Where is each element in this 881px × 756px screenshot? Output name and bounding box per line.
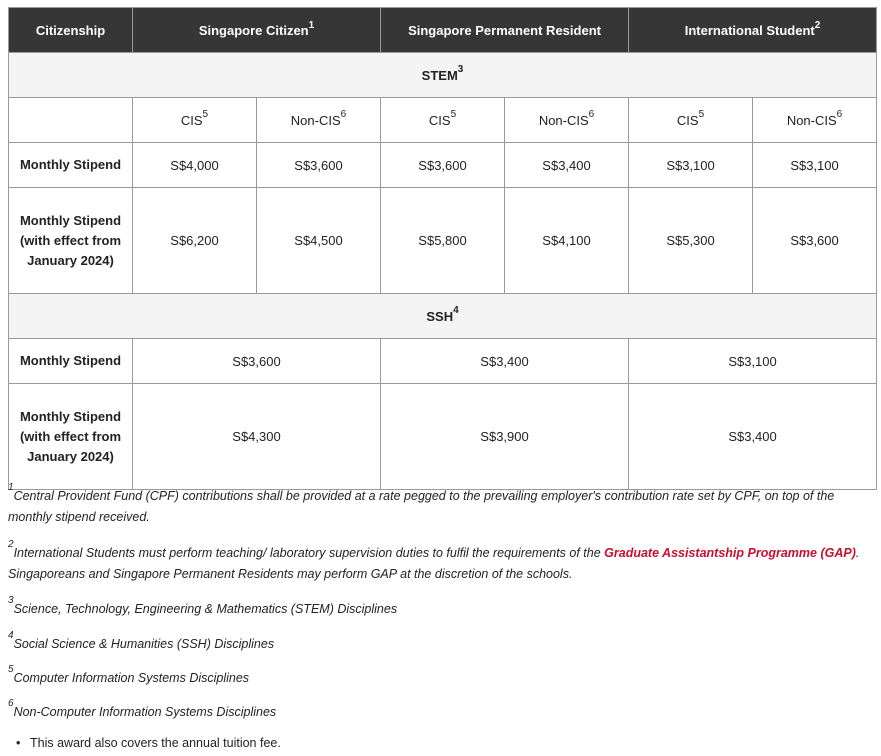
- bullet-item: • This award also covers the annual tuition fee.: [30, 736, 281, 750]
- table-cell: S$3,400: [381, 339, 629, 384]
- subheader-cell: CIS$^5$: [381, 98, 505, 143]
- table-cell: S$4,500: [257, 188, 381, 294]
- stem-subheader-row: [9, 98, 877, 143]
- footnote-2: $^2$International Students must perform teaching/ laboratory supervision duties to fulfil the requirements of the Graduate Assistantship Programme (GAP). Singaporeans and Singapore Permanent Residents may perform GAP at the discretion of the schools.: [8, 539, 860, 581]
- table-row: [9, 188, 877, 294]
- table-header-row: [9, 8, 877, 53]
- footnote-5: $^5$Computer Information Systems Disciplines: [8, 664, 250, 685]
- table-row: [9, 384, 877, 490]
- table-cell: S$4,100: [505, 188, 629, 294]
- header-singapore-pr: Singapore Permanent Resident: [381, 8, 629, 53]
- table-cell: S$3,600: [753, 188, 877, 294]
- table-cell: S$3,400: [505, 143, 629, 188]
- footnote-6: $^6$Non-Computer Information Systems Disciplines: [8, 698, 277, 719]
- header-singapore-citizen: Singapore Citizen$^1$: [133, 8, 381, 53]
- footnote-1: $^1$Central Provident Fund (CPF) contributions shall be provided at a rate pegged to the prevailing employer's contribution rate set by CPF, on top of the monthly stipend received.: [8, 482, 835, 524]
- table-cell: S$3,100: [629, 143, 753, 188]
- table-cell: S$4,000: [133, 143, 257, 188]
- table-cell: S$3,100: [629, 339, 877, 384]
- row-label: Monthly Stipend (with effect from January 2024): [9, 384, 133, 490]
- stipend-table: [8, 7, 877, 490]
- table-cell: S$3,600: [133, 339, 381, 384]
- table-cell: S$5,300: [629, 188, 753, 294]
- table-cell: S$3,600: [381, 143, 505, 188]
- table-cell: S$4,300: [133, 384, 381, 490]
- table-cell: S$3,600: [257, 143, 381, 188]
- table-cell: S$5,800: [381, 188, 505, 294]
- section-label: STEM$^3$: [9, 53, 877, 98]
- empty-cell: [9, 98, 133, 143]
- table-row: [9, 143, 877, 188]
- subheader-cell: CIS$^5$: [133, 98, 257, 143]
- header-international-student: International Student$^2$: [629, 8, 877, 53]
- header-citizenship: Citizenship: [9, 8, 133, 53]
- section-stem: [9, 53, 877, 98]
- row-label: Monthly Stipend: [9, 339, 133, 384]
- footnote-3: $^3$Science, Technology, Engineering & Mathematics (STEM) Disciplines: [8, 595, 398, 616]
- section-label: SSH$^4$: [9, 294, 877, 339]
- row-label: Monthly Stipend (with effect from January 2024): [9, 188, 133, 294]
- table-row: [9, 339, 877, 384]
- table-cell: S$3,100: [753, 143, 877, 188]
- table-cell: S$6,200: [133, 188, 257, 294]
- subheader-cell: Non-CIS$^6$: [505, 98, 629, 143]
- subheader-cell: Non-CIS$^6$: [753, 98, 877, 143]
- footnote-4: $^4$Social Science & Humanities (SSH) Disciplines: [8, 630, 275, 651]
- section-ssh: [9, 294, 877, 339]
- table-cell: S$3,900: [381, 384, 629, 490]
- row-label: Monthly Stipend: [9, 143, 133, 188]
- subheader-cell: CIS$^5$: [629, 98, 753, 143]
- gap-link[interactable]: Graduate Assistantship Programme (GAP): [604, 546, 856, 560]
- table-cell: S$3,400: [629, 384, 877, 490]
- subheader-cell: Non-CIS$^6$: [257, 98, 381, 143]
